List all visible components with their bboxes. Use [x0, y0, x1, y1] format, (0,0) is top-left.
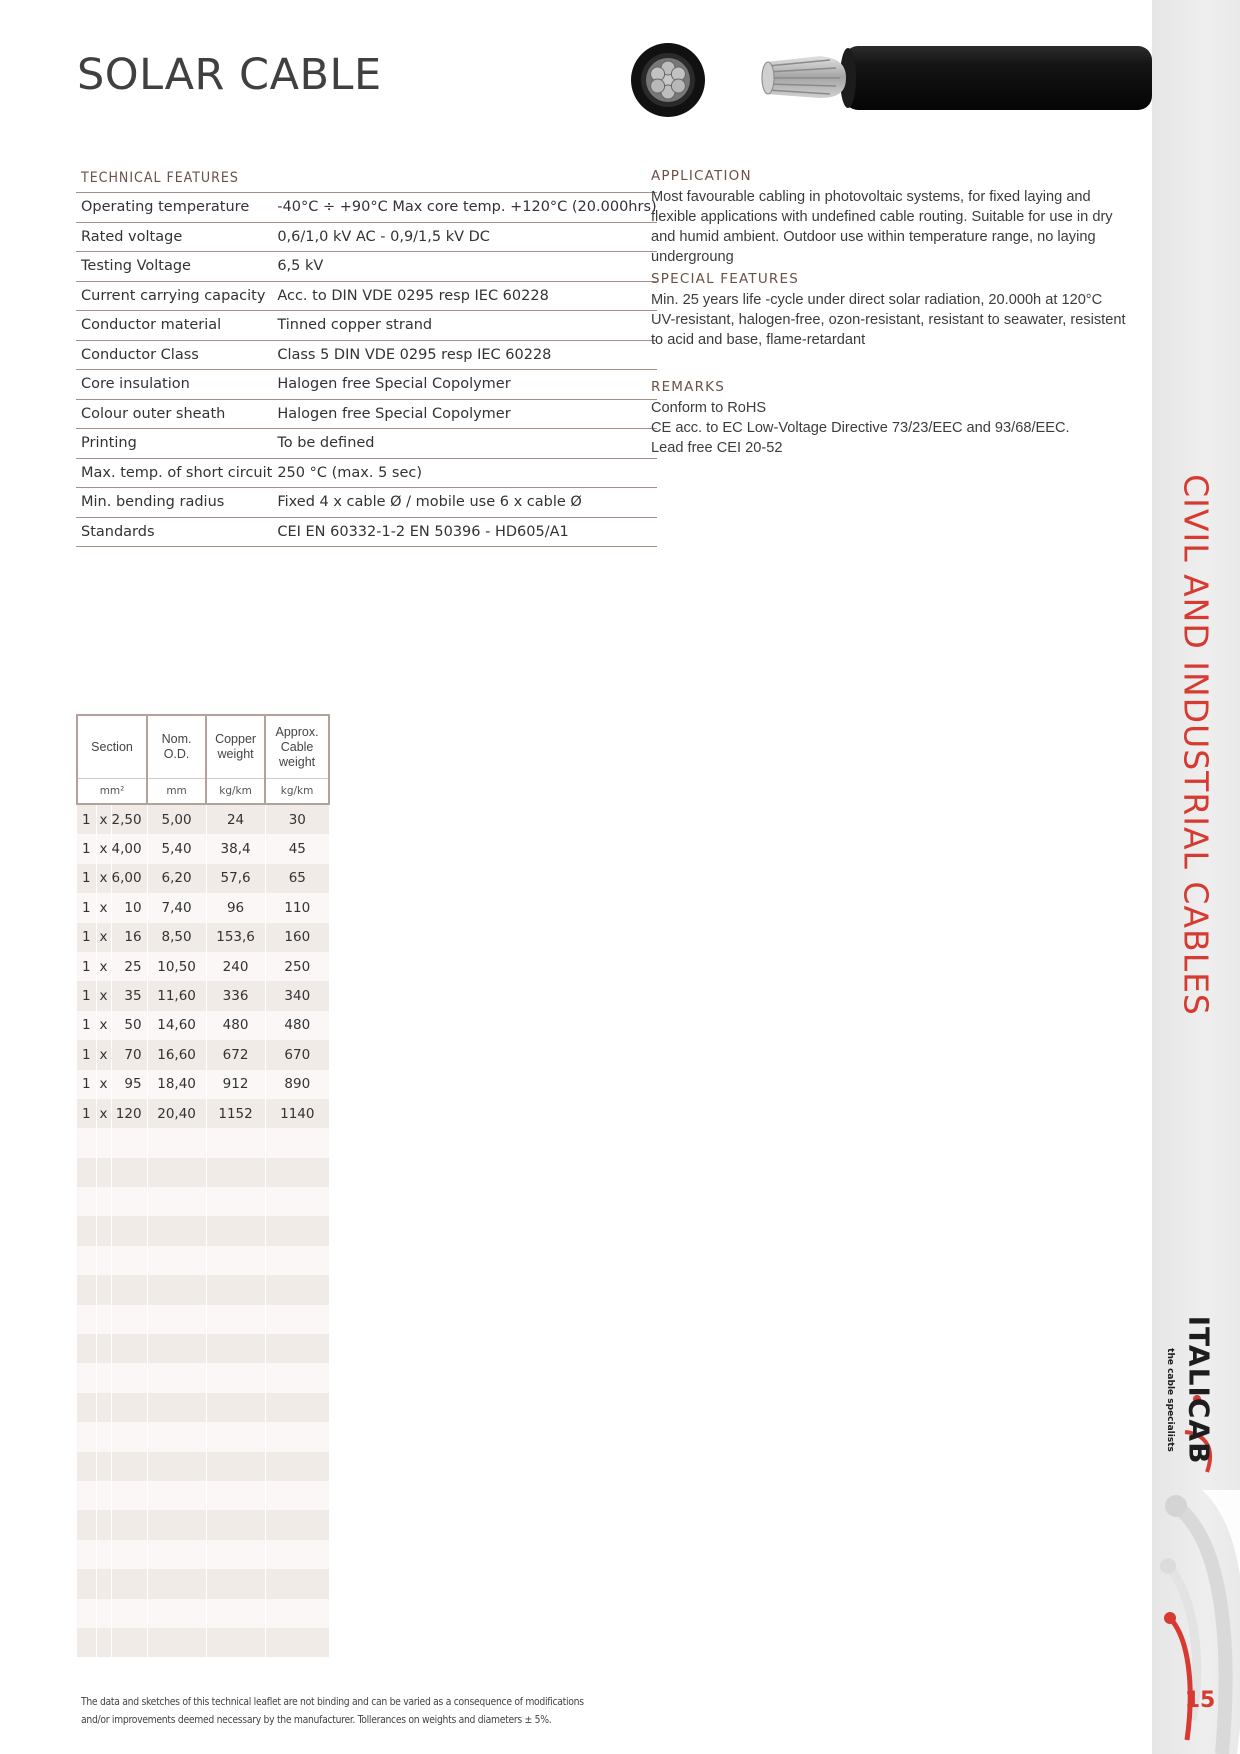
cable-weight: 670 — [265, 1040, 329, 1069]
special-features-line: Min. 25 years life -cycle under direct solar radiation, 20.000h at 120°C — [651, 292, 1103, 308]
empty-cell — [111, 1305, 147, 1334]
cable-weight: 45 — [265, 834, 329, 863]
header-nom-od: Nom. O.D. — [147, 715, 206, 779]
nominal-od: 5,00 — [147, 804, 206, 834]
empty-cell — [206, 1569, 265, 1598]
nominal-od: 6,20 — [147, 864, 206, 893]
header-cable-weight: Approx. Cable weight — [265, 715, 329, 779]
empty-cell — [147, 1540, 206, 1569]
empty-cell — [111, 1628, 147, 1657]
empty-cell — [77, 1510, 96, 1539]
empty-cell — [265, 1363, 329, 1392]
empty-cell — [206, 1128, 265, 1157]
special-features-heading: SPECIAL FEATURES — [651, 271, 799, 287]
empty-cell — [265, 1540, 329, 1569]
copper-weight: 336 — [206, 981, 265, 1010]
application-text: Most favourable cabling in photovoltaic systems, for fixed laying and flexible applications with undefined cable routing. Suitable for use in dry and humid ambient. Outdoor use within temperature range, no laying undergroung — [651, 189, 1113, 265]
empty-cell — [147, 1481, 206, 1510]
empty-cell — [111, 1216, 147, 1245]
feature-value: 250 °C (max. 5 sec) — [272, 458, 656, 488]
empty-cell — [147, 1422, 206, 1451]
feature-row — [76, 429, 657, 459]
feature-row — [76, 370, 657, 400]
copper-weight: 153,6 — [206, 923, 265, 952]
cable-weight: 30 — [265, 804, 329, 834]
empty-table-row — [77, 1540, 329, 1569]
section-count: 1 — [77, 1011, 96, 1040]
empty-cell — [265, 1246, 329, 1275]
cable-data-table — [76, 714, 330, 1657]
feature-label: Max. temp. of short circuit — [76, 458, 272, 488]
empty-cell — [77, 1334, 96, 1363]
remarks-line: Lead free CEI 20-52 — [651, 440, 783, 456]
table-row — [77, 893, 329, 922]
empty-cell — [265, 1216, 329, 1245]
section-multiplier: x — [96, 834, 111, 863]
empty-table-row — [77, 1363, 329, 1392]
empty-cell — [77, 1305, 96, 1334]
nominal-od: 7,40 — [147, 893, 206, 922]
page-title: SOLAR CABLE — [77, 50, 382, 100]
footnote — [81, 1693, 601, 1729]
table-row — [77, 952, 329, 981]
empty-cell — [206, 1305, 265, 1334]
empty-cell — [77, 1275, 96, 1304]
empty-cell — [265, 1128, 329, 1157]
section-multiplier: x — [96, 893, 111, 922]
remarks-heading: REMARKS — [651, 379, 725, 395]
cable-weight: 890 — [265, 1070, 329, 1099]
empty-cell — [96, 1128, 111, 1157]
empty-table-row — [77, 1422, 329, 1451]
empty-cell — [77, 1422, 96, 1451]
cable-weight: 65 — [265, 864, 329, 893]
section-size: 50 — [111, 1011, 147, 1040]
sidebar-title: CIVIL AND INDUSTRIAL CABLES — [1176, 474, 1216, 1016]
empty-cell — [147, 1187, 206, 1216]
section-size: 2,50 — [111, 804, 147, 834]
empty-cell — [206, 1158, 265, 1187]
empty-cell — [77, 1540, 96, 1569]
section-count: 1 — [77, 1099, 96, 1128]
feature-row — [76, 252, 657, 282]
cable-weight: 250 — [265, 952, 329, 981]
feature-label: Standards — [76, 517, 272, 547]
table-row — [77, 1011, 329, 1040]
empty-cell — [206, 1363, 265, 1392]
remarks-line: Conform to RoHS — [651, 400, 767, 416]
empty-cell — [206, 1246, 265, 1275]
empty-cell — [96, 1481, 111, 1510]
empty-cell — [111, 1246, 147, 1275]
page-number: 15 — [1184, 1688, 1216, 1713]
empty-cell — [265, 1393, 329, 1422]
empty-cell — [96, 1422, 111, 1451]
unit-nom-od: mm — [147, 779, 206, 805]
empty-table-row — [77, 1599, 329, 1628]
empty-cell — [111, 1187, 147, 1216]
empty-cell — [96, 1305, 111, 1334]
section-count: 1 — [77, 834, 96, 863]
empty-cell — [147, 1216, 206, 1245]
feature-row — [76, 340, 657, 370]
feature-label: Colour outer sheath — [76, 399, 272, 429]
feature-value: To be defined — [272, 429, 656, 459]
special-features-text — [651, 290, 1137, 350]
empty-cell — [206, 1599, 265, 1628]
empty-cell — [77, 1452, 96, 1481]
empty-cell — [206, 1510, 265, 1539]
copper-weight: 1152 — [206, 1099, 265, 1128]
footnote-line: and/or improvements deemed necessary by the manufacturer. Tollerances on weights and diameters ± 5%. — [81, 1714, 552, 1726]
empty-cell — [147, 1128, 206, 1157]
section-size: 10 — [111, 893, 147, 922]
empty-cell — [265, 1569, 329, 1598]
table-row — [77, 834, 329, 863]
feature-value: 6,5 kV — [272, 252, 656, 282]
empty-cell — [147, 1246, 206, 1275]
empty-cell — [96, 1540, 111, 1569]
empty-cell — [147, 1628, 206, 1657]
cable-weight: 340 — [265, 981, 329, 1010]
table-row — [77, 1040, 329, 1069]
section-size: 6,00 — [111, 864, 147, 893]
copper-weight: 672 — [206, 1040, 265, 1069]
empty-cell — [265, 1158, 329, 1187]
table-row — [77, 804, 329, 834]
empty-cell — [111, 1158, 147, 1187]
cable-weight: 110 — [265, 893, 329, 922]
empty-cell — [77, 1628, 96, 1657]
empty-cell — [77, 1363, 96, 1392]
empty-cell — [147, 1599, 206, 1628]
empty-cell — [96, 1363, 111, 1392]
remarks-line: CE acc. to EC Low-Voltage Directive 73/23/EEC and 93/68/EEC. — [651, 420, 1070, 436]
copper-weight: 24 — [206, 804, 265, 834]
nominal-od: 5,40 — [147, 834, 206, 863]
section-multiplier: x — [96, 1040, 111, 1069]
empty-table-row — [77, 1510, 329, 1539]
empty-cell — [111, 1393, 147, 1422]
remarks-text — [651, 398, 1137, 458]
feature-row — [76, 311, 657, 341]
section-multiplier: x — [96, 1070, 111, 1099]
empty-table-row — [77, 1569, 329, 1598]
empty-table-row — [77, 1628, 329, 1657]
empty-cell — [111, 1334, 147, 1363]
section-count: 1 — [77, 923, 96, 952]
feature-value: 0,6/1,0 kV AC - 0,9/1,5 kV DC — [272, 222, 656, 252]
feature-label: Core insulation — [76, 370, 272, 400]
decorative-swirl-icon — [1152, 1490, 1240, 1754]
section-size: 95 — [111, 1070, 147, 1099]
empty-cell — [77, 1187, 96, 1216]
empty-cell — [265, 1334, 329, 1363]
nominal-od: 11,60 — [147, 981, 206, 1010]
feature-value: Halogen free Special Copolymer — [272, 370, 656, 400]
feature-value: Acc. to DIN VDE 0295 resp IEC 60228 — [272, 281, 656, 311]
empty-cell — [96, 1246, 111, 1275]
empty-cell — [96, 1569, 111, 1598]
application-heading: APPLICATION — [651, 168, 752, 184]
empty-cell — [206, 1452, 265, 1481]
empty-cell — [206, 1481, 265, 1510]
feature-row — [76, 399, 657, 429]
section-multiplier: x — [96, 952, 111, 981]
section-multiplier: x — [96, 1011, 111, 1040]
section-count: 1 — [77, 893, 96, 922]
header-section: Section — [77, 715, 147, 779]
section-multiplier: x — [96, 923, 111, 952]
empty-table-row — [77, 1158, 329, 1187]
copper-weight: 240 — [206, 952, 265, 981]
empty-table-row — [77, 1128, 329, 1157]
empty-cell — [111, 1275, 147, 1304]
empty-cell — [265, 1422, 329, 1451]
empty-cell — [265, 1187, 329, 1216]
feature-row — [76, 458, 657, 488]
section-multiplier: x — [96, 981, 111, 1010]
feature-row — [76, 488, 657, 518]
section-count: 1 — [77, 864, 96, 893]
empty-cell — [111, 1452, 147, 1481]
empty-cell — [77, 1569, 96, 1598]
nominal-od: 16,60 — [147, 1040, 206, 1069]
empty-cell — [96, 1275, 111, 1304]
empty-table-row — [77, 1481, 329, 1510]
feature-row — [76, 517, 657, 547]
empty-cell — [96, 1510, 111, 1539]
feature-label: Rated voltage — [76, 222, 272, 252]
empty-table-row — [77, 1334, 329, 1363]
empty-cell — [206, 1334, 265, 1363]
empty-cell — [77, 1128, 96, 1157]
copper-weight: 57,6 — [206, 864, 265, 893]
empty-cell — [147, 1363, 206, 1392]
nominal-od: 20,40 — [147, 1099, 206, 1128]
empty-cell — [77, 1481, 96, 1510]
section-multiplier: x — [96, 1099, 111, 1128]
empty-cell — [111, 1363, 147, 1392]
section-size: 120 — [111, 1099, 147, 1128]
special-features-line: UV-resistant, halogen-free, ozon-resistant, resistant to seawater, resistent to acid and base, flame-retardant — [651, 312, 1126, 348]
empty-cell — [265, 1452, 329, 1481]
feature-value: Halogen free Special Copolymer — [272, 399, 656, 429]
cable-weight: 1140 — [265, 1099, 329, 1128]
empty-cell — [111, 1481, 147, 1510]
empty-cell — [206, 1393, 265, 1422]
empty-cell — [147, 1334, 206, 1363]
empty-cell — [147, 1158, 206, 1187]
logo-tagline: the cable specialists — [1165, 1348, 1175, 1452]
section-size: 25 — [111, 952, 147, 981]
section-size: 16 — [111, 923, 147, 952]
empty-cell — [111, 1128, 147, 1157]
table-row — [77, 1070, 329, 1099]
feature-value: Class 5 DIN VDE 0295 resp IEC 60228 — [272, 340, 656, 370]
empty-cell — [77, 1246, 96, 1275]
section-count: 1 — [77, 1040, 96, 1069]
feature-value: Tinned copper strand — [272, 311, 656, 341]
empty-cell — [265, 1275, 329, 1304]
empty-cell — [96, 1393, 111, 1422]
empty-cell — [111, 1540, 147, 1569]
brand-logo — [1155, 1315, 1227, 1480]
unit-cable-weight: kg/km — [265, 779, 329, 805]
section-size: 70 — [111, 1040, 147, 1069]
empty-cell — [111, 1569, 147, 1598]
empty-cell — [96, 1158, 111, 1187]
empty-cell — [265, 1481, 329, 1510]
feature-value: CEI EN 60332-1-2 EN 50396 - HD605/A1 — [272, 517, 656, 547]
empty-cell — [96, 1334, 111, 1363]
unit-copper-weight: kg/km — [206, 779, 265, 805]
empty-table-row — [77, 1305, 329, 1334]
section-count: 1 — [77, 952, 96, 981]
empty-cell — [206, 1275, 265, 1304]
empty-cell — [96, 1599, 111, 1628]
feature-label: Printing — [76, 429, 272, 459]
cable-weight: 160 — [265, 923, 329, 952]
empty-table-row — [77, 1216, 329, 1245]
empty-cell — [147, 1452, 206, 1481]
empty-cell — [96, 1216, 111, 1245]
logo-brand: ITALICAB — [1182, 1315, 1216, 1465]
cable-weight: 480 — [265, 1011, 329, 1040]
empty-cell — [111, 1510, 147, 1539]
nominal-od: 14,60 — [147, 1011, 206, 1040]
cable-cross-section-icon — [630, 42, 706, 118]
empty-cell — [265, 1599, 329, 1628]
feature-row — [76, 193, 657, 223]
section-count: 1 — [77, 981, 96, 1010]
feature-label: Operating temperature — [76, 193, 272, 223]
empty-cell — [96, 1452, 111, 1481]
empty-cell — [147, 1275, 206, 1304]
empty-cell — [206, 1422, 265, 1451]
empty-cell — [206, 1540, 265, 1569]
empty-cell — [96, 1628, 111, 1657]
copper-weight: 912 — [206, 1070, 265, 1099]
feature-label: Min. bending radius — [76, 488, 272, 518]
empty-table-row — [77, 1452, 329, 1481]
empty-cell — [111, 1422, 147, 1451]
section-count: 1 — [77, 804, 96, 834]
empty-cell — [77, 1158, 96, 1187]
empty-cell — [111, 1599, 147, 1628]
feature-row — [76, 222, 657, 252]
feature-label: Current carrying capacity — [76, 281, 272, 311]
table-row — [77, 864, 329, 893]
empty-cell — [206, 1628, 265, 1657]
empty-cell — [265, 1510, 329, 1539]
unit-section: mm² — [77, 779, 147, 805]
feature-value: -40°C ÷ +90°C Max core temp. +120°C (20.000hrs) — [272, 193, 656, 223]
footnote-line: The data and sketches of this technical leaflet are not binding and can be varied as a consequence of modifications — [81, 1696, 584, 1708]
empty-cell — [77, 1599, 96, 1628]
copper-weight: 38,4 — [206, 834, 265, 863]
section-size: 4,00 — [111, 834, 147, 863]
section-multiplier: x — [96, 864, 111, 893]
nominal-od: 8,50 — [147, 923, 206, 952]
feature-row — [76, 281, 657, 311]
header-copper-weight: Copper weight — [206, 715, 265, 779]
feature-value: Fixed 4 x cable Ø / mobile use 6 x cable Ø — [272, 488, 656, 518]
empty-table-row — [77, 1246, 329, 1275]
feature-label: Conductor Class — [76, 340, 272, 370]
empty-cell — [77, 1216, 96, 1245]
table-row — [77, 981, 329, 1010]
empty-cell — [147, 1569, 206, 1598]
feature-label: Conductor material — [76, 311, 272, 341]
empty-cell — [147, 1393, 206, 1422]
empty-cell — [206, 1187, 265, 1216]
table-row — [77, 1099, 329, 1128]
empty-cell — [265, 1305, 329, 1334]
empty-cell — [147, 1305, 206, 1334]
empty-table-row — [77, 1393, 329, 1422]
nominal-od: 10,50 — [147, 952, 206, 981]
empty-table-row — [77, 1187, 329, 1216]
copper-weight: 96 — [206, 893, 265, 922]
section-size: 35 — [111, 981, 147, 1010]
empty-cell — [96, 1187, 111, 1216]
copper-weight: 480 — [206, 1011, 265, 1040]
empty-cell — [265, 1628, 329, 1657]
empty-cell — [147, 1510, 206, 1539]
feature-label: Testing Voltage — [76, 252, 272, 282]
nominal-od: 18,40 — [147, 1070, 206, 1099]
section-multiplier: x — [96, 804, 111, 834]
cable-side-view-icon — [760, 40, 1152, 114]
table-row — [77, 923, 329, 952]
empty-cell — [77, 1393, 96, 1422]
empty-table-row — [77, 1275, 329, 1304]
technical-features-table — [76, 192, 657, 547]
section-count: 1 — [77, 1070, 96, 1099]
empty-cell — [206, 1216, 265, 1245]
technical-features-heading: TECHNICAL FEATURES — [81, 170, 239, 186]
